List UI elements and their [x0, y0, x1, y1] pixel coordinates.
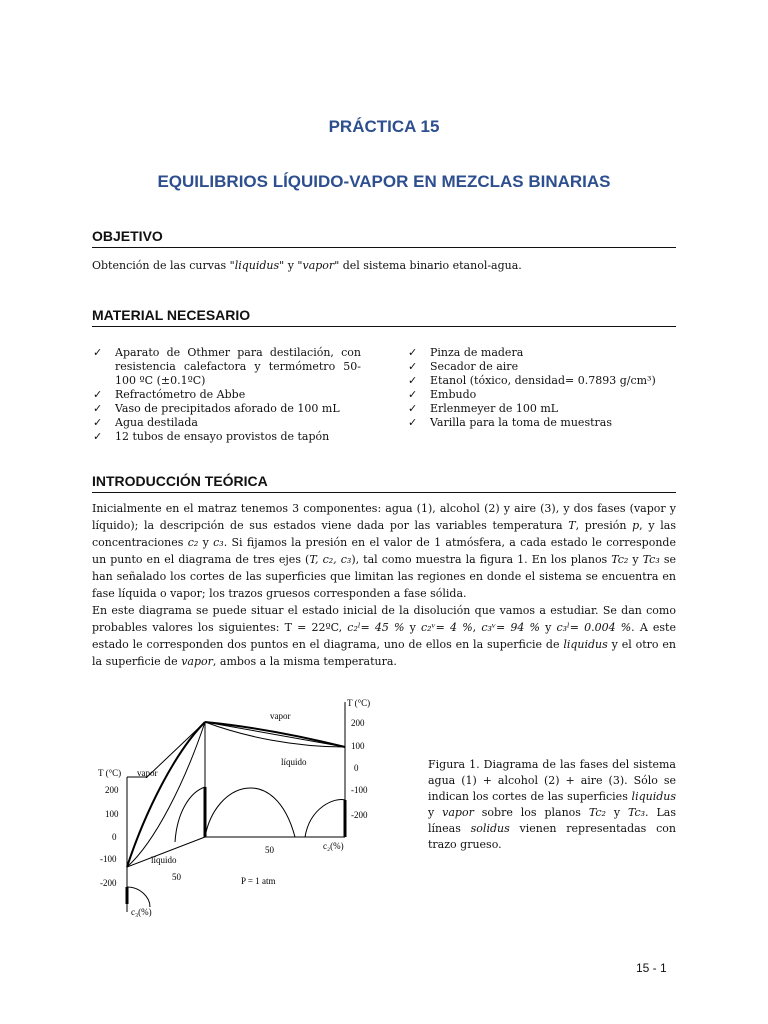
- page-number: 15 - 1: [636, 961, 667, 975]
- check-icon: ✓: [408, 346, 418, 359]
- check-icon: ✓: [408, 360, 418, 373]
- list-item: ✓ Embudo: [408, 388, 477, 401]
- material-heading: MATERIAL NECESARIO: [92, 307, 676, 327]
- list-item: ✓ Pinza de madera: [408, 346, 524, 359]
- left-tick: -200: [100, 878, 117, 888]
- top-right-edge: [205, 722, 345, 747]
- check-icon: ✓: [93, 416, 103, 429]
- c2-tick: 50: [265, 845, 274, 855]
- list-item: ✓ 12 tubos de ensayo provistos de tapón: [93, 430, 330, 443]
- c3-label: c₃(%): [131, 907, 152, 917]
- intro-paragraph-2: En este diagrama se puede situar el estado inicial de la disolución que vamos a estudiar. Se dan como probables valores los siguientes: T = 22ºC, c₂ˡ= 45 % y c₂ᵛ= 4 %, c₃ᵛ= 94 % y c₃ˡ= 0.004 %. A este estado le corresponden dos puntos en el diagrama, uno de ellos en la superficie de liquidus y el otro en la superficie de vapor, ambos a la misma temperatura.: [92, 604, 676, 668]
- check-icon: ✓: [408, 374, 418, 387]
- list-item: ✓ Secador de aire: [408, 360, 519, 373]
- right-tick: 200: [351, 718, 365, 728]
- material-list-right: [408, 346, 678, 430]
- liquido-label-left: líquido: [151, 855, 177, 865]
- c2-label: c₂(%): [323, 841, 344, 851]
- list-item: ✓ Etanol (tóxico, densidad= 0.7893 g/cm³): [408, 374, 656, 387]
- right-tick: 100: [351, 741, 365, 751]
- objetivo-heading: OBJETIVO: [92, 228, 676, 248]
- left-tick: 0: [112, 832, 117, 842]
- solid-arc-4: [175, 787, 205, 842]
- left-tick: -100: [100, 854, 117, 864]
- list-item: ✓ Varilla para la toma de muestras: [408, 416, 612, 429]
- right-t-label: T (°C): [347, 698, 371, 708]
- left-tick: 200: [105, 785, 119, 795]
- check-icon: ✓: [408, 402, 418, 415]
- objetivo-text: Obtención de las curvas "liquidus" y "vapor" del sistema binario etanol-agua.: [92, 259, 522, 272]
- intro-heading: INTRODUCCIÓN TEÓRICA: [92, 473, 676, 493]
- solid-arc-2: [305, 799, 345, 837]
- list-item: ✓ Aparato de Othmer para destilación, con resistencia calefactora y termómetro 50-100 ºC (±0.1ºC): [93, 346, 361, 387]
- right-tick: 0: [354, 763, 359, 773]
- list-item: ✓ Erlenmeyer de 100 mL: [408, 402, 559, 415]
- check-icon: ✓: [408, 416, 418, 429]
- right-tick: -100: [351, 785, 368, 795]
- check-icon: ✓: [408, 388, 418, 401]
- c3-tick: 50: [172, 872, 181, 882]
- list-item: ✓ Refractómetro de Abbe: [93, 388, 246, 401]
- liquido-label-top: líquido: [281, 757, 307, 767]
- left-t-label: T (°C): [98, 768, 122, 778]
- practice-number: PRÁCTICA 15: [328, 117, 440, 136]
- solid-arc-3: [127, 887, 150, 907]
- intro-paragraph-1: Inicialmente en el matraz tenemos 3 componentes: agua (1), alcohol (2) y aire (3), y dos fases (vapor y líquido); la descripción de sus estados viene dada por las variables temperatura T, presión p, y las concentraciones c₂ y c₃. Si fijamos la presión en el valor de 1 atmósfera, a cada estado le corresponde un punto en el diagrama de tres ejes (T, c₂, c₃), tal como muestra la figura 1. En los planos Tc₂ y Tc₃ se han señalado los cortes de las superficies que limitan las regiones en donde el sistema se encuentra en fase líquida o vapor; los trazos gruesos corresponden a fase sólida.: [92, 502, 676, 600]
- vapor-label-top: vapor: [270, 711, 291, 721]
- check-icon: ✓: [93, 346, 103, 359]
- vapor-label-left: vapor: [137, 768, 158, 778]
- list-item: ✓ Vaso de precipitados aforado de 100 mL: [93, 402, 340, 415]
- solid-arc-1: [205, 788, 295, 837]
- material-list-left: [93, 346, 361, 444]
- list-item: ✓ Agua destilada: [93, 416, 198, 429]
- check-icon: ✓: [93, 430, 103, 443]
- right-tick: -200: [351, 810, 368, 820]
- check-icon: ✓: [93, 402, 103, 415]
- pressure-label: P = 1 atm: [241, 876, 276, 886]
- phase-diagram: [95, 692, 415, 922]
- figure-caption: Figura 1. Diagrama de las fases del sistema agua (1) + alcohol (2) + aire (3). Sólo se indican los cortes de las superficies liquidus y vapor sobre los planos Tc₂ y Tc₃. Las líneas solidus vienen representadas con trazo grueso.: [428, 758, 676, 851]
- document-title: EQUILIBRIOS LÍQUIDO-VAPOR EN MEZCLAS BINARIAS: [157, 172, 611, 191]
- left-tick: 100: [105, 809, 119, 819]
- check-icon: ✓: [93, 388, 103, 401]
